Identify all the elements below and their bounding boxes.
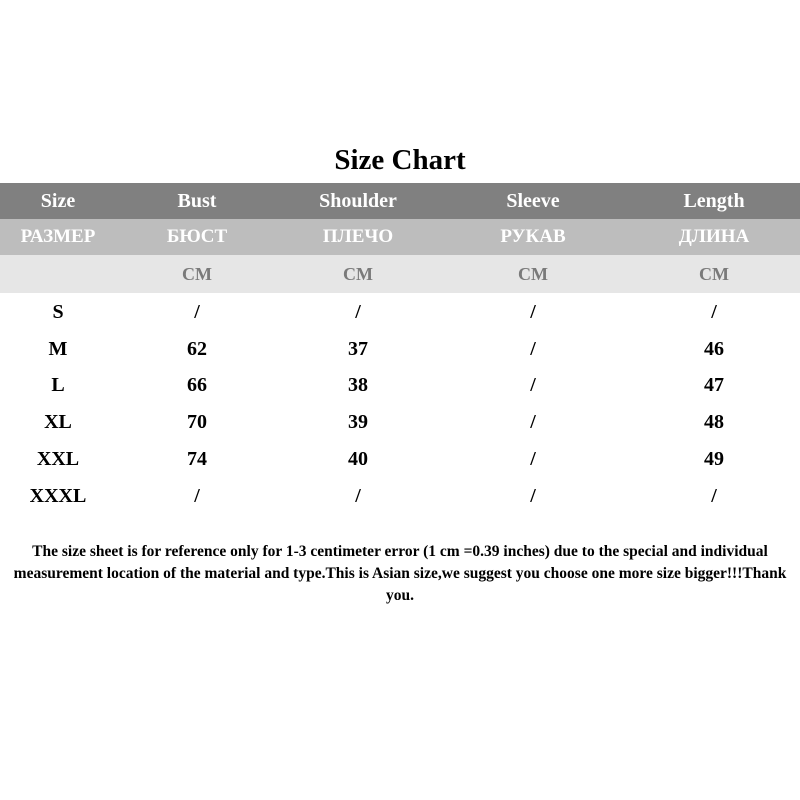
cell-sleeve: / [530,484,536,507]
size-disclaimer-note: The size sheet is for reference only for 1-3 centimeter error (1 cm =0.39 inches) due to the special and individual measurement location of the material and type.This is Asian size,we suggest you choose one more size bigger!!!Thank you. [13,543,787,604]
cell-sleeve: / [530,337,536,360]
cell-shoulder: 38 [348,374,368,397]
cell-sleeve: / [530,411,536,434]
cell-length: / [711,484,717,507]
cell-length: 47 [704,374,724,397]
cell-bust: 74 [187,448,207,471]
table-row [0,331,800,368]
unit-size [0,255,116,293]
table-header-row [0,183,800,219]
page-title: Size Chart [334,144,466,176]
header-ru-bust: БЮСТ [166,226,228,247]
header-ru-shoulder: ПЛЕЧО [322,226,394,247]
cell-bust: / [194,300,200,323]
cell-length: / [711,300,717,323]
unit-sleeve: CM [518,263,548,284]
cell-size: XL [44,411,72,434]
cell-shoulder: 40 [348,448,368,471]
cell-bust: / [194,484,200,507]
cell-size: XXL [36,448,80,471]
cell-shoulder: 39 [348,411,368,434]
header-shoulder: Shoulder [319,189,397,212]
table-header-row-russian [0,219,800,255]
header-ru-sleeve: РУКАВ [500,226,566,247]
cell-length: 46 [704,337,724,360]
unit-bust: CM [182,263,212,284]
unit-length: CM [699,263,729,284]
cell-sleeve: / [530,448,536,471]
cell-bust: 62 [187,337,207,360]
cell-shoulder: / [355,300,361,323]
cell-length: 48 [704,411,724,434]
table-row [0,404,800,441]
table-row [0,441,800,478]
header-size: Size [40,189,76,212]
cell-size: M [48,337,68,360]
header-ru-size: РАЗМЕР [20,226,96,247]
cell-size: L [51,374,65,397]
cell-sleeve: / [530,300,536,323]
cell-length: 49 [704,448,724,471]
header-sleeve: Sleeve [506,189,560,212]
cell-shoulder: / [355,484,361,507]
cell-bust: 70 [187,411,207,434]
unit-shoulder: CM [343,263,373,284]
cell-sleeve: / [530,374,536,397]
header-bust: Bust [177,189,217,212]
size-table-body [0,294,800,515]
table-unit-row [0,255,800,293]
table-row [0,294,800,331]
cell-bust: 66 [187,374,207,397]
table-row [0,478,800,515]
header-length: Length [683,189,745,212]
cell-size: XXXL [29,484,87,507]
cell-shoulder: 37 [348,337,368,360]
cell-size: S [52,300,64,323]
table-row [0,368,800,405]
header-ru-length: ДЛИНА [678,226,750,247]
